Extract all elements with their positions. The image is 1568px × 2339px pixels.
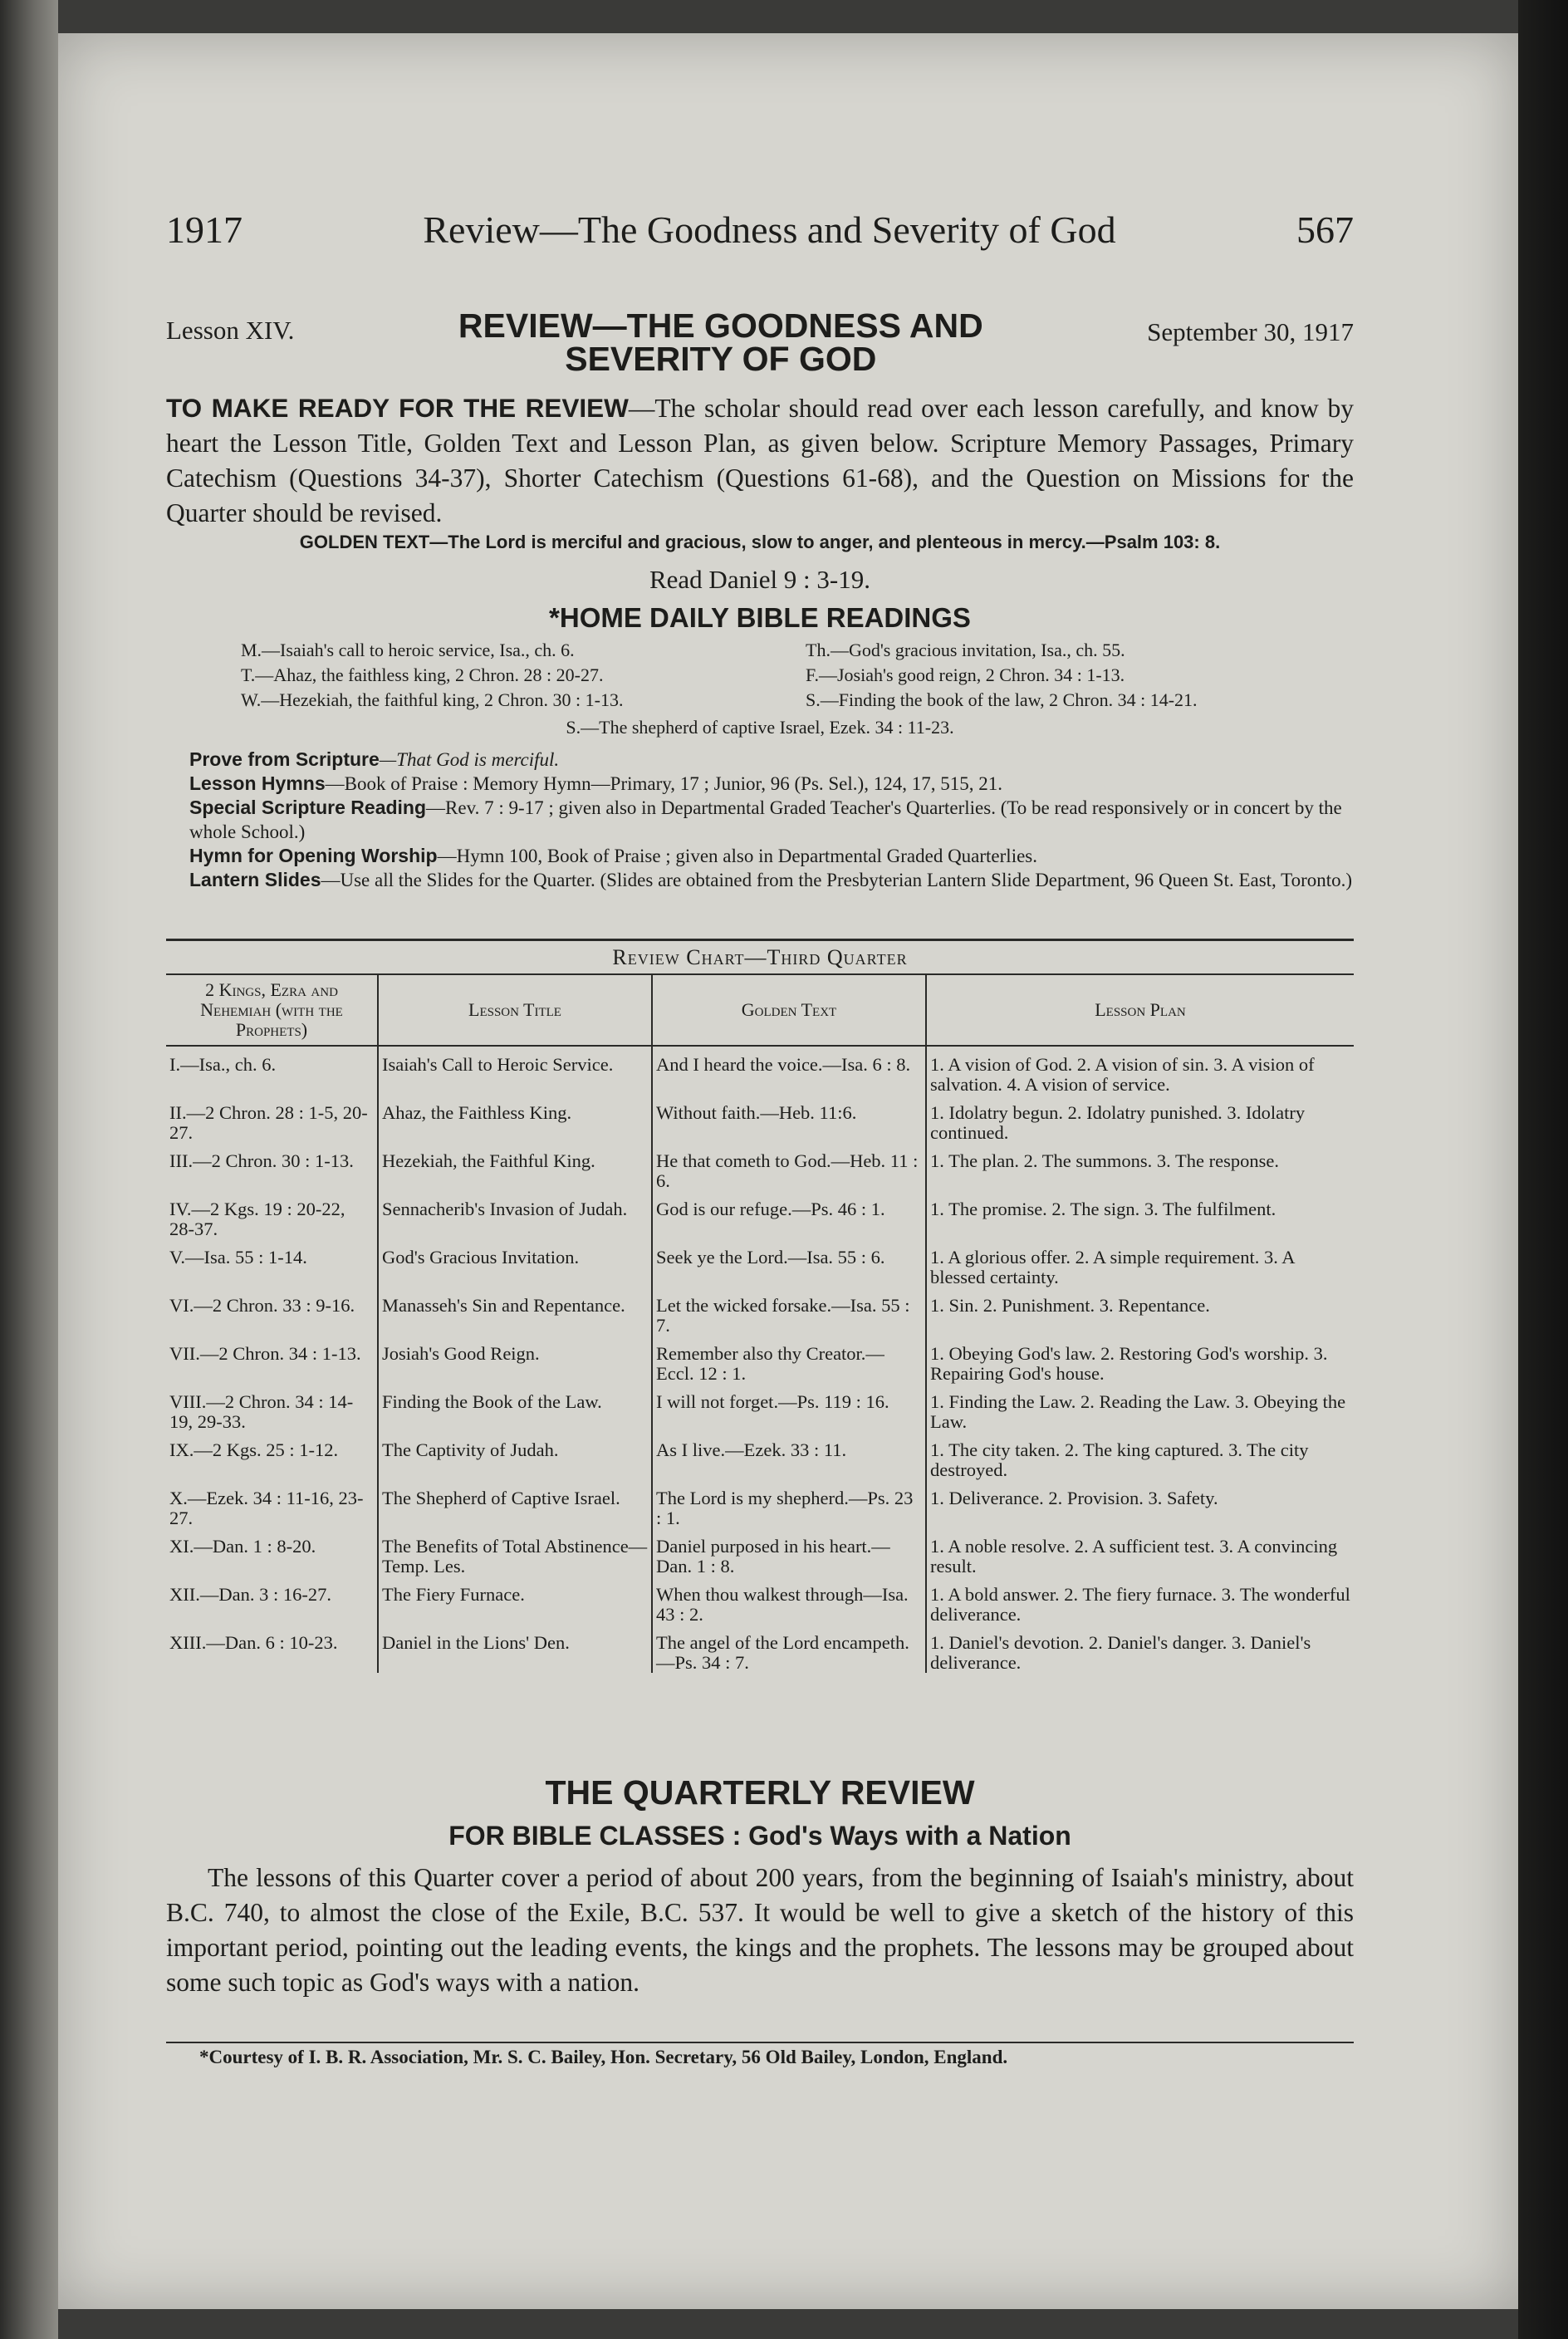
cell-lesson-plan: 1. A vision of God. 2. A vision of sin. 3. A vision of salvation. 4. A vision of service. <box>926 1046 1354 1095</box>
lesson-date: September 30, 1917 <box>1147 317 1354 346</box>
cell-passage: VII.—2 Chron. 34 : 1-13. <box>169 1343 361 1364</box>
cell-lesson-title: Daniel in the Lions' Den. <box>378 1625 652 1673</box>
home-readings-heading: *HOME DAILY BIBLE READINGS <box>549 602 971 633</box>
cell-golden-text: The Lord is my shepherd.—Ps. 23 : 1. <box>652 1480 926 1528</box>
running-head-year: 1917 <box>166 208 243 251</box>
header-lesson-title: Lesson Title <box>378 974 652 1046</box>
lesson-header <box>166 306 1354 378</box>
table-row <box>166 1239 1354 1287</box>
note-text: —That God is merciful. <box>379 749 560 770</box>
home-readings <box>241 638 1345 713</box>
cell-passage: III.—2 Chron. 30 : 1-13. <box>169 1150 354 1171</box>
chart-top-rule <box>166 939 1354 941</box>
cell-lesson-title: Hezekiah, the Faithful King. <box>378 1143 652 1191</box>
cell-lesson-plan: 1. A bold answer. 2. The fiery furnace. 3. The wonderful deliverance. <box>926 1576 1354 1625</box>
review-chart-table <box>166 973 1354 1673</box>
cell-lesson-title: Josiah's Good Reign. <box>378 1336 652 1384</box>
cell-lesson-plan: 1. Deliverance. 2. Provision. 3. Safety. <box>926 1480 1354 1528</box>
quarterly-review-title: THE QUARTERLY REVIEW <box>545 1773 975 1812</box>
note-text: —Rev. 7 : 9-17 ; given also in Departmental Graded Teacher's Quarterlies. (To be read responsively or in concert by the whole School.) <box>189 797 1342 842</box>
cell-golden-text: Without faith.—Heb. 11:6. <box>652 1095 926 1143</box>
note-opening-hymn <box>166 844 1354 868</box>
cell-lesson-title: Sennacherib's Invasion of Judah. <box>378 1191 652 1239</box>
cell-passage: VI.—2 Chron. 33 : 9-16. <box>169 1295 355 1316</box>
table-row <box>166 1384 1354 1432</box>
quarterly-review-subtitle: FOR BIBLE CLASSES : God's Ways with a Nation <box>448 1821 1071 1851</box>
table-row <box>166 1625 1354 1673</box>
reading-item: F.—Josiah's good reign, 2 Chron. 34 : 1-13. <box>806 664 1125 685</box>
cell-lesson-title: God's Gracious Invitation. <box>378 1239 652 1287</box>
reading-item: W.—Hezekiah, the faithful king, 2 Chron. 30 : 1-13. <box>241 689 624 710</box>
readings-left <box>241 638 781 713</box>
cell-lesson-title: The Benefits of Total Abstinence—Temp. Les. <box>378 1528 652 1576</box>
lesson-title-line2: SEVERITY OF GOD <box>565 340 877 378</box>
reading-item: Th.—God's gracious invitation, Isa., ch. 55. <box>806 640 1125 660</box>
lesson-notes <box>166 748 1354 892</box>
cell-passage: XI.—Dan. 1 : 8-20. <box>169 1536 316 1557</box>
cell-passage: XII.—Dan. 3 : 16-27. <box>169 1584 331 1605</box>
cell-passage: I.—Isa., ch. 6. <box>169 1054 277 1075</box>
cell-lesson-title: Isaiah's Call to Heroic Service. <box>378 1046 652 1095</box>
reading-item: T.—Ahaz, the faithless king, 2 Chron. 28 : 20-27. <box>241 664 604 685</box>
note-special-reading <box>166 796 1354 844</box>
cell-golden-text: The angel of the Lord encampeth.—Ps. 34 : 7. <box>652 1625 926 1673</box>
table-row <box>166 1143 1354 1191</box>
chart-caption: Review Chart—Third Quarter <box>612 945 908 969</box>
note-prove <box>166 748 1354 772</box>
cell-lesson-plan: 1. The city taken. 2. The king captured. 3. The city destroyed. <box>926 1432 1354 1480</box>
cell-lesson-title: Finding the Book of the Law. <box>378 1384 652 1432</box>
book-binding-left <box>0 0 58 2339</box>
reading-item-sunday: S.—The shepherd of captive Israel, Ezek. 34 : 11-23. <box>566 717 954 738</box>
table-row <box>166 1095 1354 1143</box>
note-text: —Hymn 100, Book of Praise ; given also in Departmental Graded Quarterlies. <box>437 846 1037 866</box>
cell-passage: X.—Ezek. 34 : 11-16, 23-27. <box>169 1488 364 1528</box>
cell-lesson-plan: 1. Sin. 2. Punishment. 3. Repentance. <box>926 1287 1354 1336</box>
note-text: —Use all the Slides for the Quarter. (Slides are obtained from the Presbyterian Lantern Slide Department, 96 Queen St. East, Toronto.) <box>321 870 1353 890</box>
make-ready-heading: TO MAKE READY FOR THE REVIEW <box>166 393 629 423</box>
cell-golden-text: Seek ye the Lord.—Isa. 55 : 6. <box>652 1239 926 1287</box>
note-label: Hymn for Opening Worship <box>189 845 438 866</box>
make-ready-text: —The scholar should read over each lesson carefully, and know by heart the Lesson Title, Golden Text and Lesson Plan, as given below. Scripture Memory Passages, Primary Catechism (Questions 34-37), Shorter Catechism (Questions 61-68), and the Question on Missions for the Quarter should be revised. <box>166 394 1354 527</box>
cell-lesson-plan: 1. Daniel's devotion. 2. Daniel's danger. 3. Daniel's deliverance. <box>926 1625 1354 1673</box>
table-row <box>166 1432 1354 1480</box>
chart-body <box>166 1046 1354 1673</box>
cell-lesson-plan: 1. Idolatry begun. 2. Idolatry punished. 3. Idolatry continued. <box>926 1095 1354 1143</box>
readings-right <box>806 638 1345 713</box>
cell-passage: II.—2 Chron. 28 : 1-5, 20-27. <box>169 1102 368 1143</box>
table-row <box>166 1576 1354 1625</box>
cell-golden-text: Remember also thy Creator.—Eccl. 12 : 1. <box>652 1336 926 1384</box>
note-label: Special Scripture Reading <box>189 797 427 818</box>
cell-lesson-title: The Captivity of Judah. <box>378 1432 652 1480</box>
chart-header-row <box>166 974 1354 1046</box>
table-row <box>166 1336 1354 1384</box>
cell-golden-text: I will not forget.—Ps. 119 : 16. <box>652 1384 926 1432</box>
note-label: Lesson Hymns <box>189 772 326 794</box>
cell-golden-text: God is our refuge.—Ps. 46 : 1. <box>652 1191 926 1239</box>
cell-lesson-title: Manasseh's Sin and Repentance. <box>378 1287 652 1336</box>
note-text: —Book of Praise : Memory Hymn—Primary, 17 ; Junior, 96 (Ps. Sel.), 124, 17, 515, 21. <box>325 773 1002 794</box>
cell-golden-text: Daniel purposed in his heart.—Dan. 1 : 8. <box>652 1528 926 1576</box>
header-golden-text: Golden Text <box>652 974 926 1046</box>
cell-passage: V.—Isa. 55 : 1-14. <box>169 1247 307 1268</box>
table-row <box>166 1528 1354 1576</box>
footnote-rule <box>166 2042 1354 2043</box>
cell-passage: XIII.—Dan. 6 : 10-23. <box>169 1632 338 1653</box>
cell-golden-text: As I live.—Ezek. 33 : 11. <box>652 1432 926 1480</box>
cell-lesson-plan: 1. The promise. 2. The sign. 3. The fulfilment. <box>926 1191 1354 1239</box>
cell-passage: VIII.—2 Chron. 34 : 14-19, 29-33. <box>169 1391 354 1432</box>
footnote: *Courtesy of I. B. R. Association, Mr. S. C. Bailey, Hon. Secretary, 56 Old Bailey, London, England. <box>199 2047 1008 2067</box>
table-row <box>166 1287 1354 1336</box>
note-hymns <box>166 772 1354 796</box>
note-label: Lantern Slides <box>189 869 321 890</box>
lesson-title <box>458 306 983 378</box>
golden-text-body: —The Lord is merciful and gracious, slow to anger, and plenteous in mercy.—Psalm 103: 8. <box>429 532 1221 552</box>
review-chart <box>166 973 1354 1673</box>
table-row <box>166 1046 1354 1095</box>
cell-lesson-title: Ahaz, the Faithless King. <box>378 1095 652 1143</box>
book-binding-right <box>1518 0 1568 2339</box>
cell-passage: IX.—2 Kgs. 25 : 1-12. <box>169 1439 339 1460</box>
golden-text <box>166 532 1354 553</box>
running-head <box>166 208 1354 252</box>
cell-lesson-title: The Shepherd of Captive Israel. <box>378 1480 652 1528</box>
cell-lesson-plan: 1. Obeying God's law. 2. Restoring God's worship. 3. Repairing God's house. <box>926 1336 1354 1384</box>
reading-item: S.—Finding the book of the law, 2 Chron. 34 : 14-21. <box>806 689 1198 710</box>
reading-item: M.—Isaiah's call to heroic service, Isa., ch. 6. <box>241 640 575 660</box>
quarterly-review-paragraph: The lessons of this Quarter cover a period of about 200 years, from the beginning of Isaiah's ministry, about B.C. 740, to almost the close of the Exile, B.C. 537. It would be well to give a sketch of the history of this important period, pointing out the leading events, the kings and the prophets. The lessons may be grouped about some such topic as God's ways with a nation. <box>166 1863 1354 1997</box>
table-row <box>166 1480 1354 1528</box>
cell-golden-text: He that cometh to God.—Heb. 11 : 6. <box>652 1143 926 1191</box>
table-row <box>166 1191 1354 1239</box>
header-lesson-plan: Lesson Plan <box>926 974 1354 1046</box>
cell-lesson-plan: 1. A glorious offer. 2. A simple requirement. 3. A blessed certainty. <box>926 1239 1354 1287</box>
running-head-title: Review—The Goodness and Severity of God <box>423 208 1116 251</box>
cell-golden-text: When thou walkest through—Isa. 43 : 2. <box>652 1576 926 1625</box>
cell-lesson-plan: 1. The plan. 2. The summons. 3. The response. <box>926 1143 1354 1191</box>
cell-lesson-plan: 1. A noble resolve. 2. A sufficient test. 3. A convincing result. <box>926 1528 1354 1576</box>
golden-text-label: GOLDEN TEXT <box>299 532 430 552</box>
lesson-title-line1: REVIEW—THE GOODNESS AND <box>458 306 983 345</box>
make-ready-paragraph <box>166 390 1354 531</box>
lesson-number: Lesson XIV. <box>166 316 295 345</box>
note-label: Prove from Scripture <box>189 748 380 770</box>
cell-lesson-title: The Fiery Furnace. <box>378 1576 652 1625</box>
header-passage: 2 Kings, Ezra and Nehemiah (with the Prophets) <box>166 974 378 1046</box>
note-lantern-slides <box>166 868 1354 892</box>
cell-lesson-plan: 1. Finding the Law. 2. Reading the Law. 3. Obeying the Law. <box>926 1384 1354 1432</box>
cell-golden-text: Let the wicked forsake.—Isa. 55 : 7. <box>652 1287 926 1336</box>
page-number: 567 <box>1296 208 1354 251</box>
cell-golden-text: And I heard the voice.—Isa. 6 : 8. <box>652 1046 926 1095</box>
cell-passage: IV.—2 Kgs. 19 : 20-22, 28-37. <box>169 1199 345 1239</box>
read-passage: Read Daniel 9 : 3-19. <box>649 565 870 594</box>
